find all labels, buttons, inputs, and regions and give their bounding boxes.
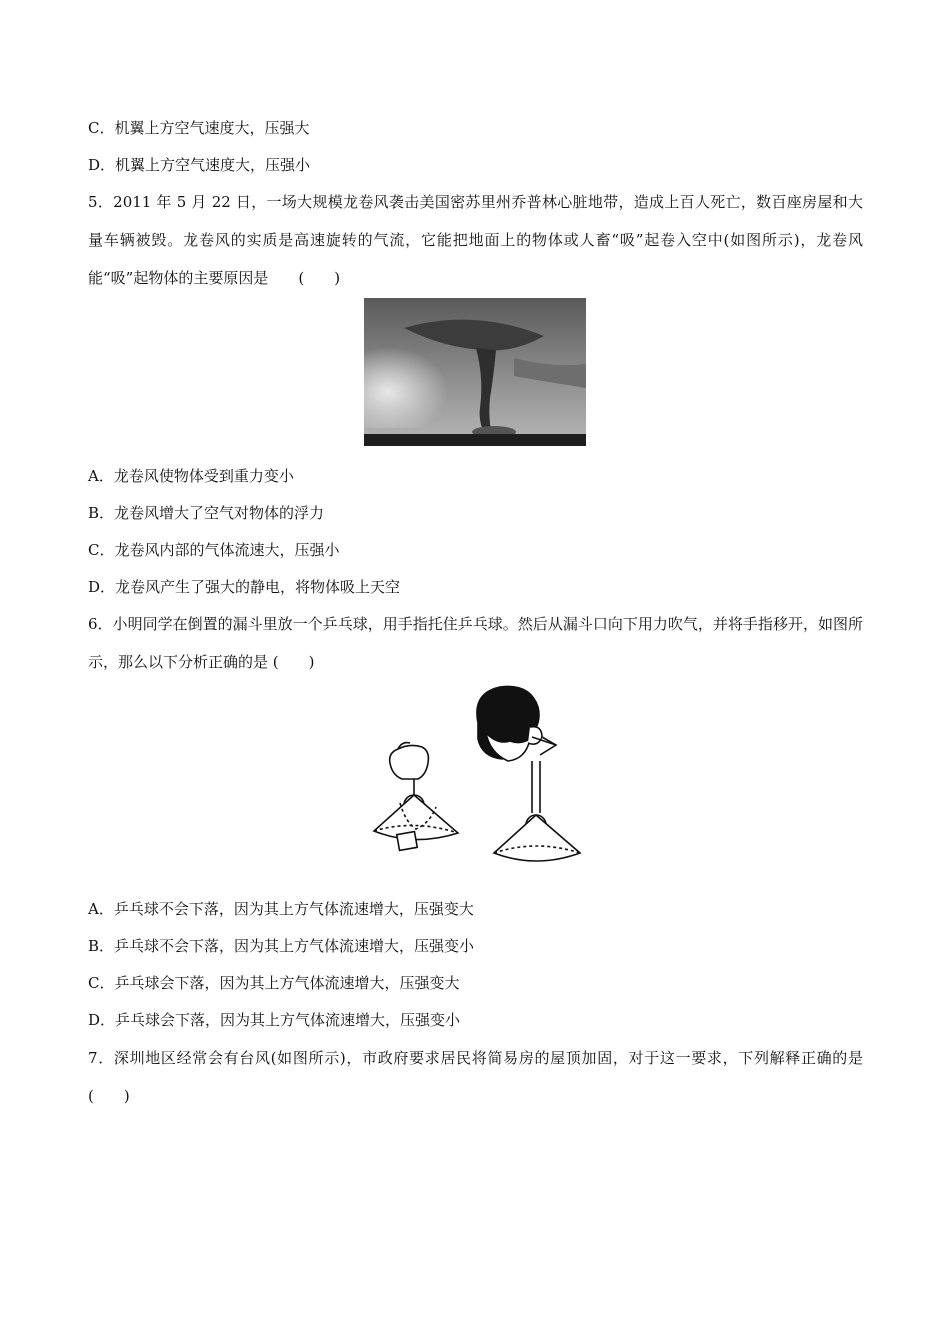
q5-option-a: A．龙卷风使物体受到重力变小 (88, 467, 294, 485)
q6-option-b: B．乒乓球不会下落，因为其上方气体流速增大，压强变小 (88, 937, 475, 955)
q5-option-d: D．龙卷风产生了强大的静电，将物体吸上天空 (88, 578, 401, 596)
q7-stem: 7．深圳地区经常会有台风(如图所示)，市政府要求居民将简易房的屋顶加固，对于这一要求，下列解释正确的是 ( ) (88, 1049, 863, 1105)
q5-option-c: C．龙卷风内部的气体流速大，压强小 (88, 541, 340, 559)
boy-blowing-funnel (477, 686, 580, 861)
q6-stem: 6．小明同学在倒置的漏斗里放一个乒乓球，用手指托住乒乓球。然后从漏斗口向下用力吹气，并将手指移开，如图所示，那么以下分析正确的是 ( ) (88, 615, 863, 671)
q5-stem: 5．2011 年 5 月 22 日，一场大规模龙卷风袭击美国密苏里州乔普林心脏地带，造成上百人死亡，数百座房屋和大量车辆被毁。龙卷风的实质是高速旋转的气流，它能把地面上的物体或人畜“吸”起卷入空中(如图所示)，龙卷风能“吸”起物体的主要原因是 ( ) (88, 193, 863, 287)
q6-option-d: D．乒乓球会下落，因为其上方气体流速增大，压强变小 (88, 1011, 461, 1029)
hand-holding-funnel (374, 743, 458, 851)
funnel-pingpong-figure (370, 683, 590, 863)
q4-option-c: C．机翼上方空气速度大，压强大 (88, 119, 310, 137)
q6-option-a: A．乒乓球不会下落，因为其上方气体流速增大，压强变大 (88, 900, 474, 918)
q4-option-d: D．机翼上方空气速度大，压强小 (88, 156, 311, 174)
tornado-photo (364, 298, 586, 446)
q6-option-c: C．乒乓球会下落，因为其上方气体流速增大，压强变大 (88, 974, 460, 992)
q5-option-b: B．龙卷风增大了空气对物体的浮力 (88, 504, 325, 522)
